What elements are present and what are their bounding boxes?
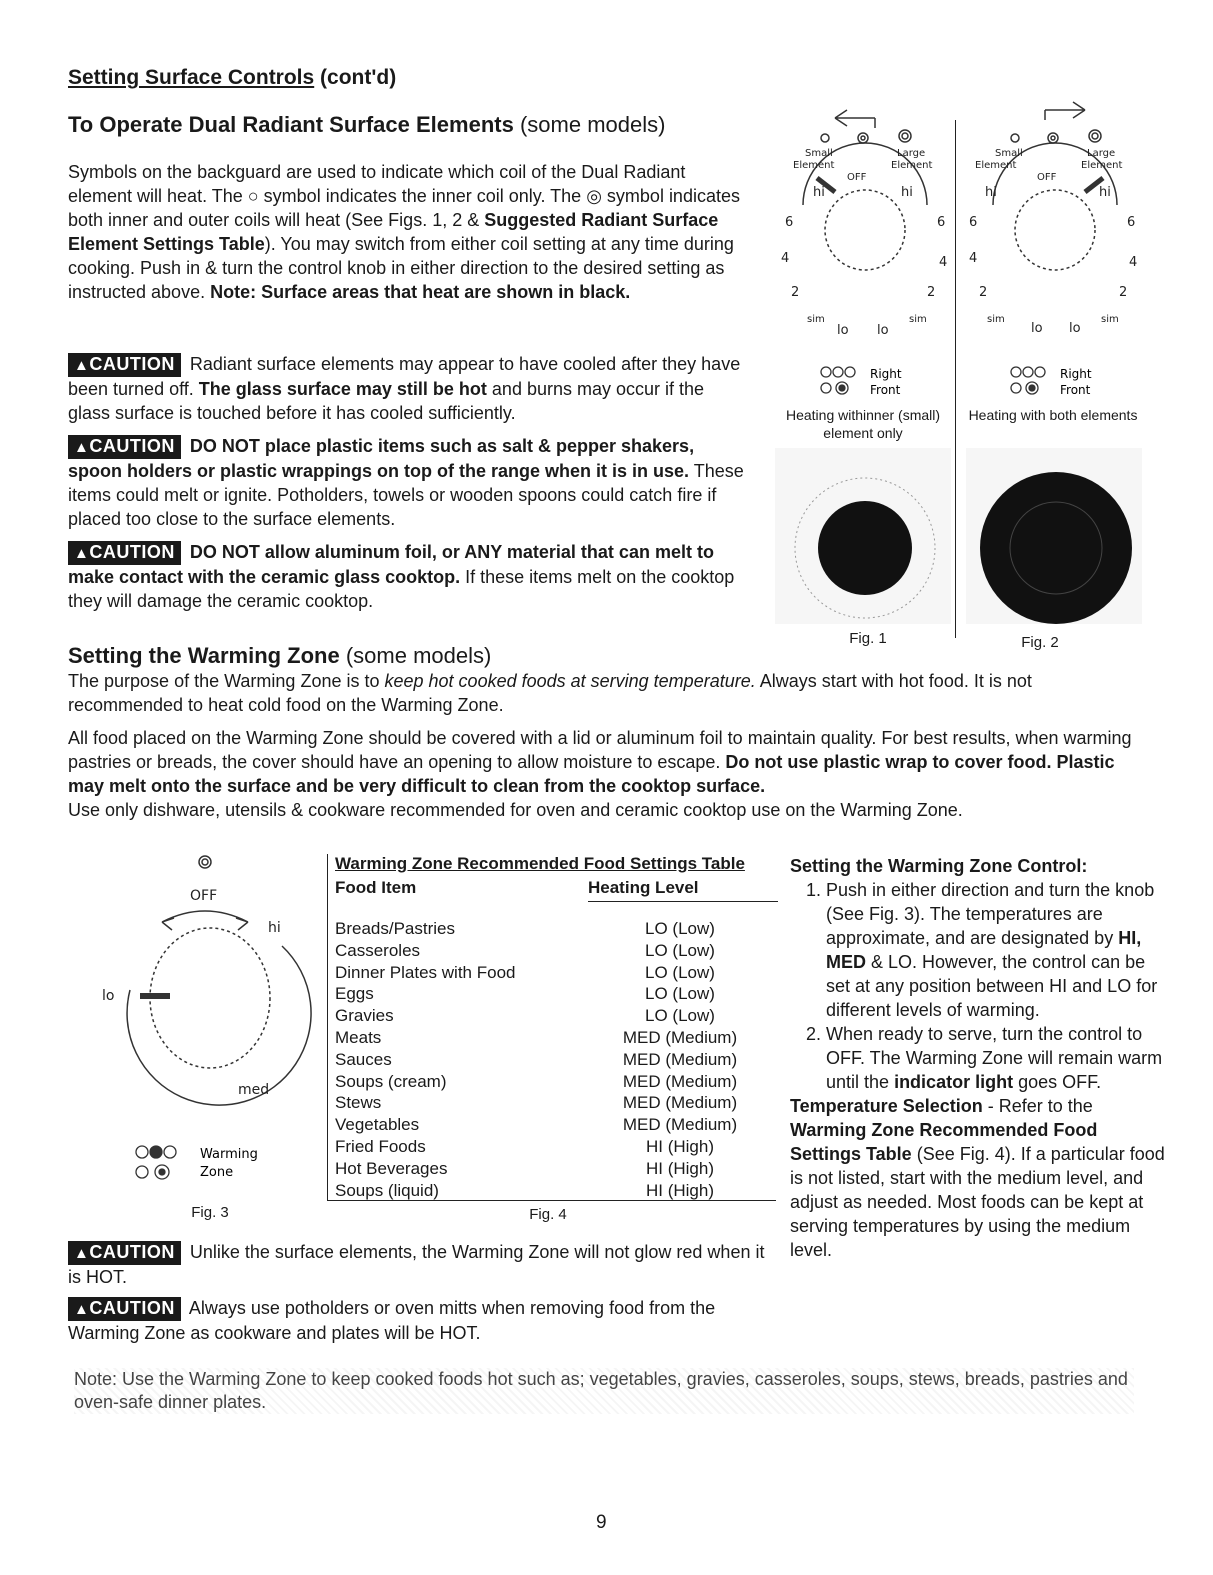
- fig3-label: Fig. 3: [191, 1204, 229, 1221]
- svg-text:6: 6: [1127, 215, 1136, 230]
- table-row: [335, 918, 775, 940]
- table-header-level: Heating Level: [588, 878, 699, 897]
- fig3-indicator: [132, 1142, 292, 1184]
- warming-paragraph-1: The purpose of the Warming Zone is to keep hot cooked foods at serving temperature. Always start with hot food. It is not recommended to heat cold food on the Warming Zone.: [68, 671, 1032, 715]
- warning-triangle-icon: ▲: [74, 1301, 90, 1318]
- page-number: 9: [596, 1512, 607, 1533]
- heating-level: HI (High): [645, 1136, 714, 1156]
- table-row: [335, 1092, 775, 1114]
- svg-text:4: 4: [939, 255, 948, 270]
- svg-text:sim: sim: [1101, 314, 1119, 325]
- svg-text:2: 2: [1119, 285, 1128, 300]
- warning-triangle-icon: ▲: [74, 1245, 90, 1262]
- food-item: Soups (cream): [335, 1071, 447, 1091]
- table-row: [335, 1005, 775, 1027]
- fig2-caption: Heating with both elements: [968, 407, 1138, 423]
- table-row: [335, 1158, 775, 1180]
- fig3-warming-knob: [100, 850, 320, 1110]
- svg-text:lo: lo: [877, 323, 889, 338]
- table-row: [335, 1071, 775, 1093]
- svg-text:OFF: OFF: [1037, 172, 1057, 183]
- food-item: Eggs: [335, 984, 374, 1004]
- table-row: [335, 983, 775, 1005]
- caution-1: ▲CAUTION Radiant surface elements may appear to have cooled after they have been turned off. The glass surface may still be hot and burns may occur if the glass surface is touched before it has cooled sufficiently.: [68, 354, 741, 423]
- fig2-label: Fig. 2: [1021, 634, 1059, 651]
- heating-level: LO (Low): [645, 940, 715, 960]
- dual-radiant-paragraph: Symbols on the backguard are used to indicate which coil of the Dual Radiant element will heat. The ○ symbol indicates the inner coil only. The ◎ symbol indicates both inner and outer coils will heat (See Figs. 1, 2 & Suggested Radiant Surface Element Settings Table). You may switch from either coil setting at any time during cooking. Push in & turn the control knob in either direction to the desired setting as instructed above. Note: Surface areas that heat are shown in black.: [68, 162, 740, 302]
- svg-text:6: 6: [969, 215, 978, 230]
- food-item: Soups (liquid): [335, 1180, 439, 1200]
- fig2-element-illustration: [966, 448, 1142, 624]
- warming-zone-note: Note: Use the Warming Zone to keep cooked foods hot such as; vegetables, gravies, casseroles, soups, stews, breads, pastries and oven-safe dinner plates.: [74, 1368, 1134, 1414]
- fig1-knob-diagram: [775, 100, 955, 340]
- svg-text:sim: sim: [807, 314, 825, 325]
- table-row: [335, 1049, 775, 1071]
- warning-triangle-icon: ▲: [74, 545, 90, 562]
- food-item: Fried Foods: [335, 1136, 426, 1156]
- caution-badge: ▲CAUTION: [68, 1297, 181, 1321]
- heating-level: MED (Medium): [622, 1049, 738, 1069]
- caution-4: ▲CAUTION Unlike the surface elements, the Warming Zone will not glow red when it is HOT.: [68, 1242, 765, 1287]
- caution-3: ▲CAUTION DO NOT allow aluminum foil, or ANY material that can melt to make contact with the ceramic glass cooktop. If these items melt on the cooktop they will damage the ceramic cooktop.: [68, 542, 735, 611]
- warning-triangle-icon: ▲: [74, 357, 90, 374]
- food-item: Gravies: [335, 1006, 394, 1026]
- svg-text:Element: Element: [975, 160, 1017, 171]
- warning-triangle-icon: ▲: [74, 439, 90, 456]
- svg-text:Right: Right: [870, 367, 902, 381]
- fig1-caption: Heating withinner (small) element only: [785, 407, 941, 441]
- fig1-indicator: [818, 364, 918, 398]
- svg-text:Large: Large: [1087, 148, 1116, 159]
- svg-text:Right: Right: [1060, 367, 1092, 381]
- svg-text:sim: sim: [987, 314, 1005, 325]
- warming-paragraph-2: All food placed on the Warming Zone should be covered with a lid or aluminum foil to maintain quality. For best results, when warming pastries or breads, the cover should have an opening to allow moisture to escape. Do not use plastic wrap to cover food. Plastic may melt onto the surface and be very difficult to clean from the cooktop surface.: [68, 728, 1132, 796]
- svg-text:6: 6: [785, 215, 794, 230]
- control-steps: [790, 878, 1170, 1094]
- food-item: Vegetables: [335, 1115, 420, 1135]
- svg-text:Front: Front: [870, 383, 901, 397]
- table-row: [335, 1114, 775, 1136]
- dual-radiant-heading: To Operate Dual Radiant Surface Elements (some models): [68, 112, 666, 137]
- food-item: Stews: [335, 1093, 382, 1113]
- svg-text:4: 4: [969, 251, 978, 266]
- food-item: Breads/Pastries: [335, 919, 455, 938]
- svg-text:Small: Small: [995, 148, 1023, 159]
- section-title: Setting Surface Controls (cont'd): [68, 66, 397, 89]
- food-item: Meats: [335, 1027, 382, 1047]
- fig2-knob-diagram: [965, 100, 1145, 340]
- food-item: Dinner Plates with Food: [335, 962, 516, 982]
- control-heading: Setting the Warming Zone Control:: [790, 856, 1088, 876]
- food-item: Casseroles: [335, 940, 421, 960]
- svg-text:Element: Element: [793, 160, 835, 171]
- svg-text:Warming: Warming: [200, 1147, 258, 1162]
- svg-text:6: 6: [937, 215, 946, 230]
- heating-level: LO (Low): [645, 984, 715, 1004]
- svg-text:hi: hi: [268, 920, 281, 936]
- svg-text:Zone: Zone: [200, 1165, 234, 1180]
- heating-level: LO (Low): [645, 919, 715, 938]
- food-item: Hot Beverages: [335, 1158, 448, 1178]
- table-row: [335, 962, 775, 984]
- warming-zone-heading: Setting the Warming Zone (some models): [68, 643, 492, 668]
- heating-level: LO (Low): [645, 1006, 715, 1026]
- table-header-rule: [588, 901, 778, 902]
- figure-divider: [955, 120, 956, 638]
- table-row: [335, 1027, 775, 1049]
- svg-text:2: 2: [979, 285, 988, 300]
- caution-badge: ▲CAUTION: [68, 541, 181, 565]
- caution-badge: ▲CAUTION: [68, 435, 181, 459]
- svg-text:Large: Large: [897, 148, 926, 159]
- caution-badge: ▲CAUTION: [68, 353, 181, 377]
- control-step-2: 2. When ready to serve, turn the control to OFF. The Warming Zone will remain warm until the indicator light goes OFF.: [826, 1022, 1170, 1094]
- fig4-label: Fig. 4: [529, 1206, 567, 1223]
- svg-text:lo: lo: [102, 988, 115, 1004]
- table-row: [335, 1136, 775, 1158]
- svg-text:med: med: [238, 1082, 270, 1098]
- table-row: [335, 1180, 775, 1202]
- heating-level: HI (High): [645, 1158, 714, 1178]
- svg-text:4: 4: [781, 251, 790, 266]
- svg-text:lo: lo: [1031, 321, 1043, 336]
- svg-text:4: 4: [1129, 255, 1138, 270]
- svg-text:hi: hi: [1099, 185, 1111, 200]
- caution-2: ▲CAUTION DO NOT place plastic items such as salt & pepper shakers, spoon holders or plastic wrappings on top of the range when it is in use. These items could melt or ignite. Potholders, towels or wooden spoons could catch fire if placed too close to the surface elements.: [68, 436, 744, 529]
- svg-text:sim: sim: [909, 314, 927, 325]
- table-header-food: Food Item: [335, 878, 417, 897]
- svg-text:hi: hi: [901, 185, 913, 200]
- table-title: Warming Zone Recommended Food Settings Table: [335, 854, 745, 873]
- both-coils-symbol-icon: ◎: [586, 186, 602, 206]
- heating-level: MED (Medium): [622, 1071, 738, 1091]
- warming-paragraph-3: Use only dishware, utensils & cookware recommended for oven and ceramic cooktop use on the Warming Zone.: [68, 800, 963, 820]
- heating-level: MED (Medium): [622, 1115, 738, 1135]
- svg-text:Element: Element: [891, 160, 933, 171]
- svg-text:hi: hi: [813, 185, 825, 200]
- fig1-label: Fig. 1: [849, 630, 887, 647]
- svg-text:OFF: OFF: [190, 888, 218, 904]
- heating-level: MED (Medium): [622, 1093, 738, 1113]
- caution-badge: ▲CAUTION: [68, 1241, 181, 1265]
- heating-level: LO (Low): [645, 962, 715, 982]
- svg-text:OFF: OFF: [847, 172, 867, 183]
- svg-text:Small: Small: [805, 148, 833, 159]
- control-step-1: 1. Push in either direction and turn the knob (See Fig. 3). The temperatures are approximate, and are designated by HI, MED & LO. However, the control can be set at any position between HI and LO for different levels of warming.: [826, 878, 1170, 1022]
- table-row: [335, 940, 775, 962]
- inner-coil-symbol-icon: ○: [247, 186, 259, 206]
- svg-text:2: 2: [791, 285, 800, 300]
- svg-text:Element: Element: [1081, 160, 1123, 171]
- heating-level: MED (Medium): [622, 1027, 738, 1047]
- svg-text:2: 2: [927, 285, 936, 300]
- heating-level: HI (High): [645, 1180, 714, 1200]
- food-item: Sauces: [335, 1049, 392, 1069]
- svg-text:lo: lo: [837, 323, 849, 338]
- caution-5: ▲CAUTION Always use potholders or oven mitts when removing food from the Warming Zone as cookware and plates will be HOT.: [68, 1298, 716, 1343]
- svg-text:Front: Front: [1060, 383, 1091, 397]
- table-body: [335, 918, 775, 1201]
- svg-text:lo: lo: [1069, 321, 1081, 336]
- fig2-indicator: [1008, 364, 1108, 398]
- temperature-selection: Temperature Selection - Refer to the Warming Zone Recommended Food Settings Table (See Fig. 4). If a particular food is not listed, start with the medium level, and adjust as needed. Most foods can be kept at serving temperatures by using the medium level.: [790, 1096, 1165, 1260]
- fig1-element-illustration: [775, 448, 951, 624]
- warming-control-instructions: [790, 854, 1170, 1262]
- svg-text:hi: hi: [985, 185, 997, 200]
